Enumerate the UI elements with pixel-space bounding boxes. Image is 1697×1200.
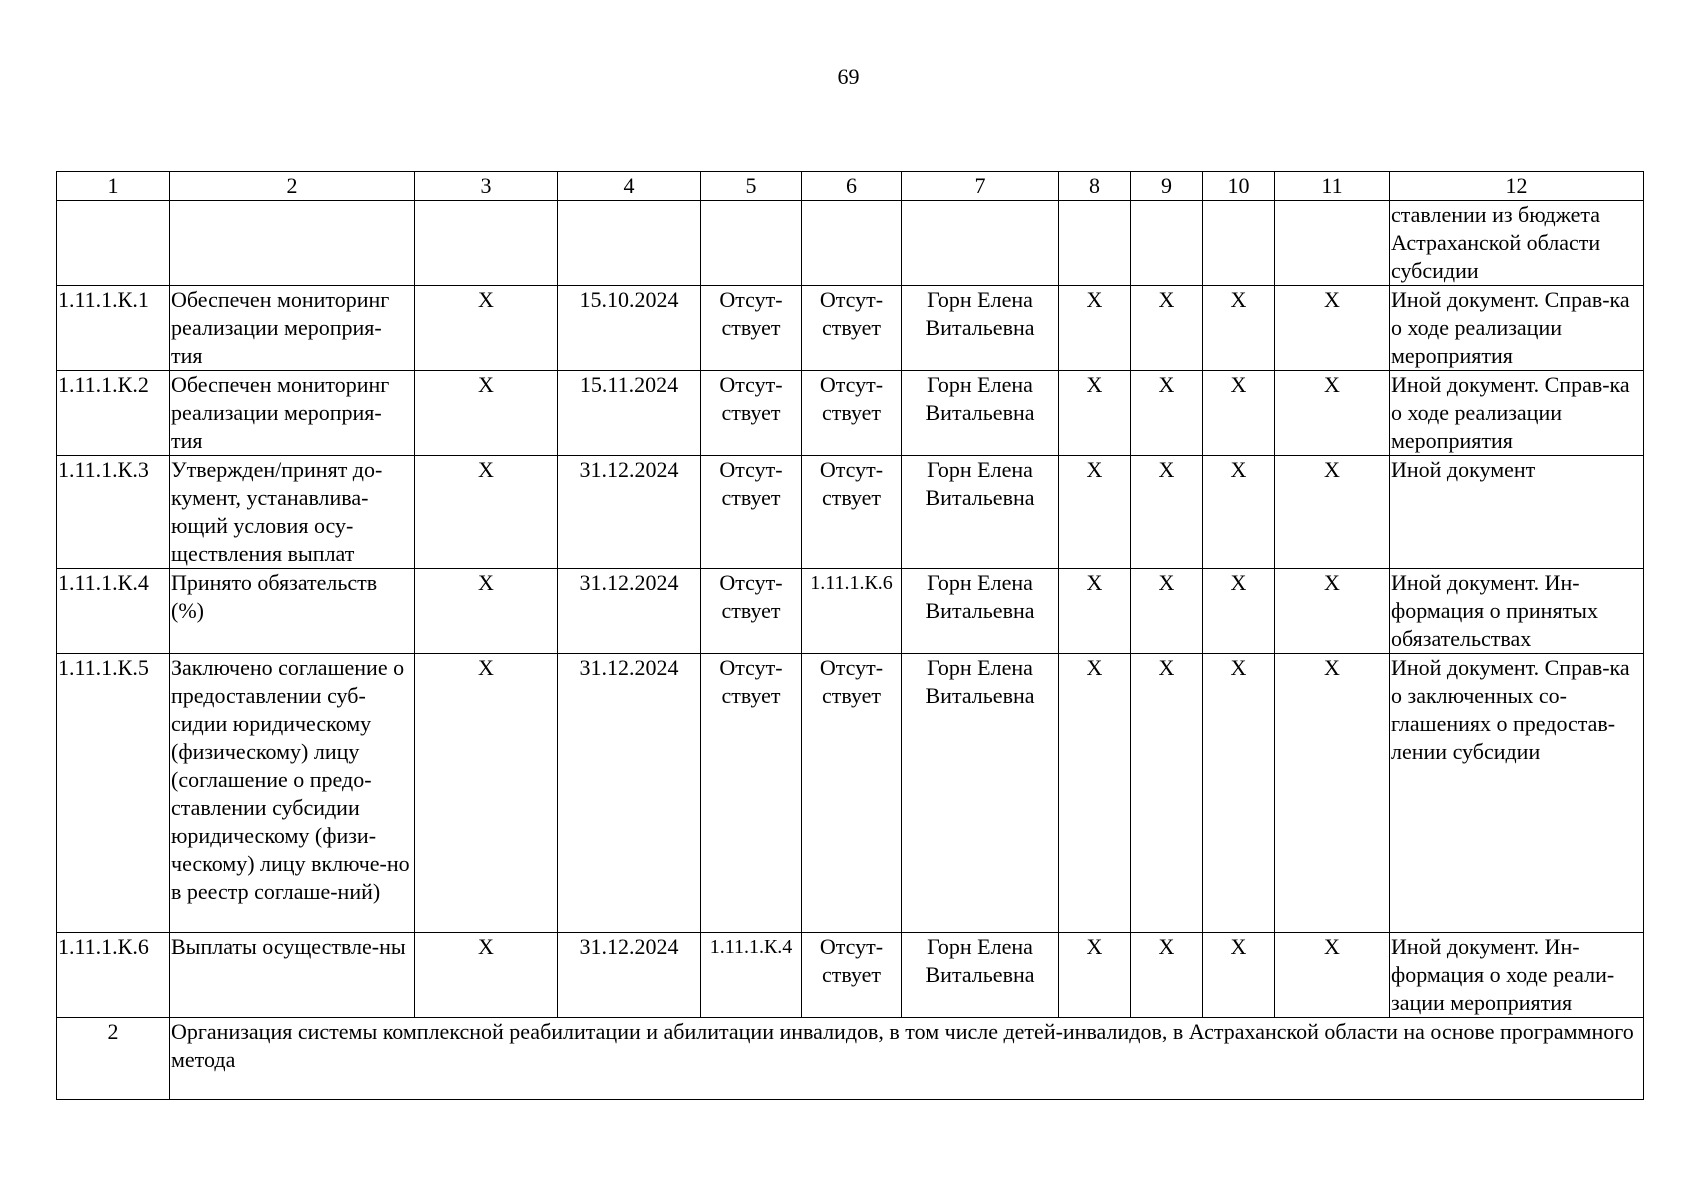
table-row: [57, 286, 1644, 371]
successor: Отсут-ствует: [802, 654, 902, 933]
cell-x: Х: [1131, 371, 1203, 456]
cell-x: Х: [415, 371, 558, 456]
cell-x: Х: [1275, 286, 1390, 371]
cell-x: Х: [1203, 654, 1275, 933]
successor: Отсут-ствует: [802, 933, 902, 1018]
control-point-code: 1.11.1.К.1: [57, 286, 170, 371]
cell-x: Х: [415, 569, 558, 654]
cell-x: Х: [1203, 933, 1275, 1018]
cell-x: Х: [1131, 456, 1203, 569]
predecessor: Отсут-ствует: [701, 456, 802, 569]
responsible-person: Горн Елена Витальевна: [902, 654, 1059, 933]
table-row: [57, 456, 1644, 569]
column-number-row: [57, 172, 1644, 201]
column-header: 8: [1059, 172, 1131, 201]
predecessor: Отсут-ствует: [701, 654, 802, 933]
cell-x: Х: [1203, 569, 1275, 654]
control-point-code: 1.11.1.К.2: [57, 371, 170, 456]
cell-x: Х: [1131, 654, 1203, 933]
cell-x: Х: [1059, 371, 1131, 456]
successor: Отсут-ствует: [802, 456, 902, 569]
due-date: 15.11.2024: [558, 371, 701, 456]
cell-x: Х: [1059, 654, 1131, 933]
cell-x: Х: [1275, 371, 1390, 456]
cell-x: Х: [1059, 933, 1131, 1018]
table-row: [57, 569, 1644, 654]
responsible-person: Горн Елена Витальевна: [902, 286, 1059, 371]
predecessor: Отсут-ствует: [701, 286, 802, 371]
document-cell: Иной документ: [1390, 456, 1644, 569]
cell-x: Х: [1275, 569, 1390, 654]
page-number: 69: [837, 64, 860, 89]
responsible-person: Горн Елена Витальевна: [902, 569, 1059, 654]
control-point-code: 1.11.1.К.6: [57, 933, 170, 1018]
plan-table: [56, 171, 1644, 1100]
predecessor: Отсут-ствует: [701, 371, 802, 456]
cell-x: Х: [415, 933, 558, 1018]
cell-x: Х: [1275, 933, 1390, 1018]
column-header: 12: [1390, 172, 1644, 201]
cell-x: Х: [415, 654, 558, 933]
successor: Отсут-ствует: [802, 371, 902, 456]
column-header: 11: [1275, 172, 1390, 201]
cell-x: Х: [1203, 456, 1275, 569]
cell-x: Х: [1059, 569, 1131, 654]
column-header: 9: [1131, 172, 1203, 201]
successor: 1.11.1.К.6: [802, 569, 902, 654]
control-point-code: 1.11.1.К.5: [57, 654, 170, 933]
control-point-result: Обеспечен мониторинг реализации мероприя-тия: [170, 286, 415, 371]
cell-x: Х: [1059, 456, 1131, 569]
column-header: 3: [415, 172, 558, 201]
column-header: 1: [57, 172, 170, 201]
due-date: 31.12.2024: [558, 933, 701, 1018]
cell-x: Х: [415, 456, 558, 569]
predecessor: 1.11.1.К.4: [701, 933, 802, 1018]
table-row: [57, 933, 1644, 1018]
due-date: 15.10.2024: [558, 286, 701, 371]
responsible-person: Горн Елена Витальевна: [902, 371, 1059, 456]
section-row: [57, 1018, 1644, 1100]
responsible-person: Горн Елена Витальевна: [902, 933, 1059, 1018]
section-title: Организация системы комплексной реабилитации и абилитации инвалидов, в том числе детей-инвалидов, в Астраханской области на основе программного метода: [170, 1018, 1644, 1100]
column-header: 4: [558, 172, 701, 201]
column-header: 2: [170, 172, 415, 201]
control-point-result: Утвержден/принят до-кумент, устанавлива-ющий условия осу-ществления выплат: [170, 456, 415, 569]
cell-x: Х: [1131, 286, 1203, 371]
continuation-row: [57, 201, 1644, 286]
table-row: [57, 371, 1644, 456]
column-header: 6: [802, 172, 902, 201]
cell-x: Х: [1059, 286, 1131, 371]
document-cell: Иной документ. Справ-ка о ходе реализации мероприятия: [1390, 286, 1644, 371]
column-header: 7: [902, 172, 1059, 201]
control-point-result: Выплаты осуществле-ны: [170, 933, 415, 1018]
control-point-result: Принято обязательств (%): [170, 569, 415, 654]
control-point-code: 1.11.1.К.4: [57, 569, 170, 654]
cell-x: Х: [1275, 654, 1390, 933]
cell-x: Х: [1275, 456, 1390, 569]
column-header: 5: [701, 172, 802, 201]
cell-x: Х: [415, 286, 558, 371]
predecessor: Отсут-ствует: [701, 569, 802, 654]
cell-x: Х: [1131, 933, 1203, 1018]
document-cell: ставлении из бюджета Астраханской области субсидии: [1390, 201, 1644, 286]
document-cell: Иной документ. Ин-формация о ходе реали-зации мероприятия: [1390, 933, 1644, 1018]
due-date: 31.12.2024: [558, 654, 701, 933]
document-cell: Иной документ. Ин-формация о принятых обязательствах: [1390, 569, 1644, 654]
control-point-code: 1.11.1.К.3: [57, 456, 170, 569]
document-cell: Иной документ. Справ-ка о ходе реализации мероприятия: [1390, 371, 1644, 456]
due-date: 31.12.2024: [558, 569, 701, 654]
responsible-person: Горн Елена Витальевна: [902, 456, 1059, 569]
control-point-result: Заключено соглашение о предоставлении суб-сидии юридическому (физическому) лицу (соглашение о предо-ставлении субсидии юридическому (физи-ческому) лицу включе-но в реестр соглаше-ний): [170, 654, 415, 933]
due-date: 31.12.2024: [558, 456, 701, 569]
cell-x: Х: [1131, 569, 1203, 654]
column-header: 10: [1203, 172, 1275, 201]
cell-x: Х: [1203, 286, 1275, 371]
table-row: [57, 654, 1644, 933]
section-number: 2: [57, 1018, 170, 1100]
document-cell: Иной документ. Справ-ка о заключенных со-глашениях о предостав-лении субсидии: [1390, 654, 1644, 933]
control-point-result: Обеспечен мониторинг реализации мероприя-тия: [170, 371, 415, 456]
successor: Отсут-ствует: [802, 286, 902, 371]
cell-x: Х: [1203, 371, 1275, 456]
